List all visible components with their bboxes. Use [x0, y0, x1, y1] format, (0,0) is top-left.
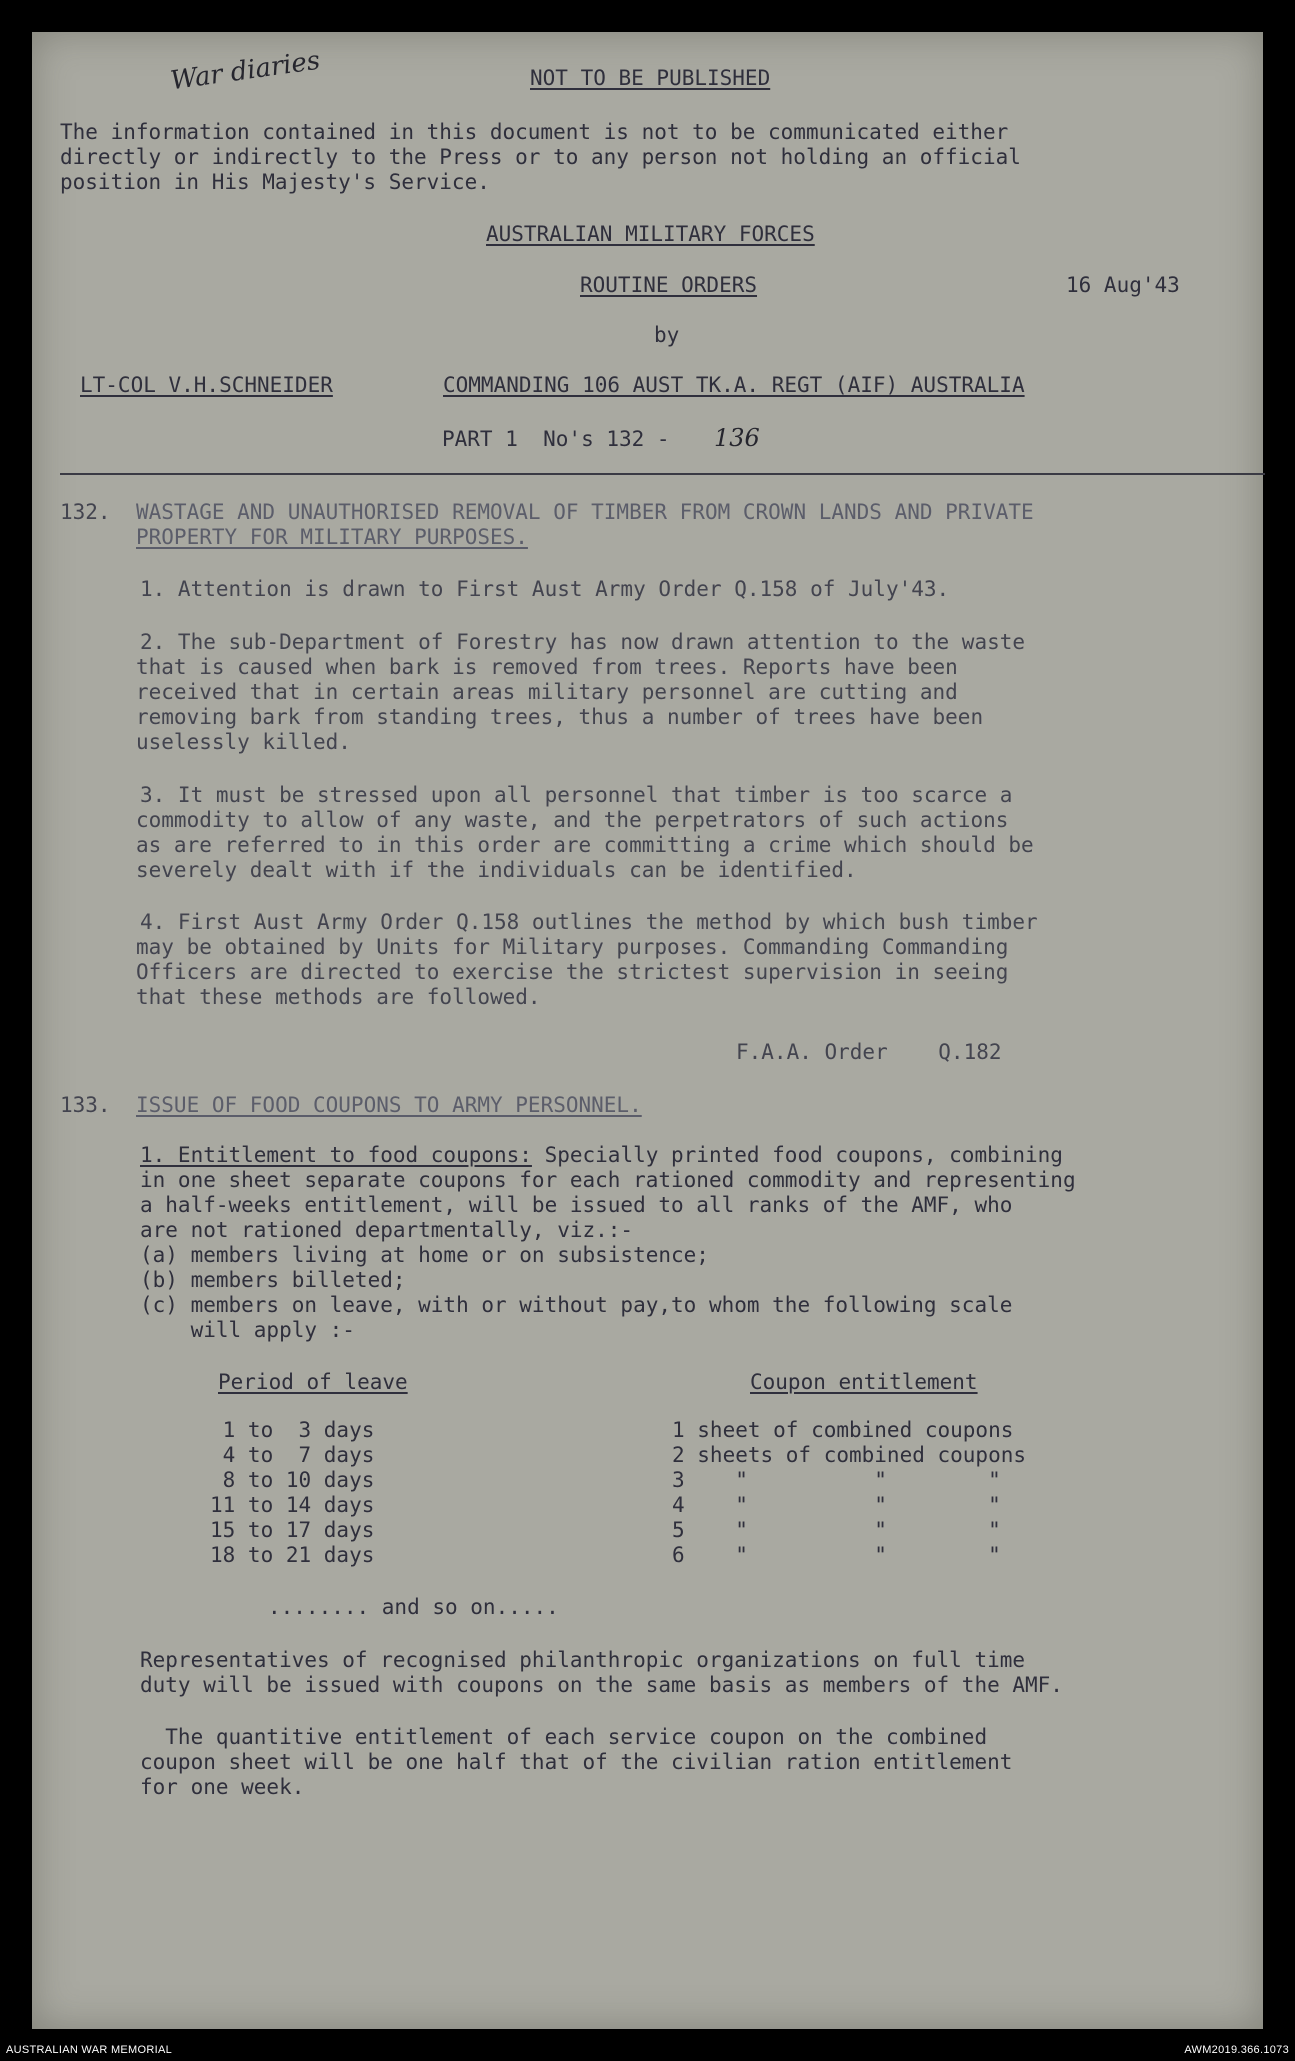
entitlement-heading: 1. Entitlement to food coupons: [140, 1143, 532, 1167]
order-132-para-4-line-1: 4. First Aust Army Order Q.158 outlines the method by which bush timber [140, 910, 1038, 934]
order-133-para-1-line-1 [140, 1143, 1063, 1168]
philanthropic-line-1: Representatives of recognised philanthropic organizations on full time [140, 1648, 1026, 1672]
quantitive-line-1: The quantitive entitlement of each service coupon on the combined [140, 1725, 988, 1749]
warning-line-1: The information contained in this document is not to be communicated either [60, 120, 1009, 144]
order-132-para-3-line-3: as are referred to in this order are committing a crime which should be [136, 833, 1034, 857]
warning-line-2: directly or indirectly to the Press or to any person not holding an official [60, 145, 1021, 169]
table-row-1-period: 1 to 3 days [210, 1418, 375, 1442]
table-row-4-period: 11 to 14 days [210, 1493, 375, 1517]
header-divider [60, 473, 1265, 475]
routine-orders-heading: ROUTINE ORDERS [580, 273, 758, 297]
order-132-para-2-line-2: that is caused when bark is removed from trees. Reports have been [136, 655, 958, 679]
order-133-item-c-cont: will apply :- [140, 1318, 355, 1342]
order-133-title: ISSUE OF FOOD COUPONS TO ARMY PERSONNEL. [136, 1093, 642, 1117]
entitlement-text: Specially printed food coupons, combining [531, 1143, 1063, 1167]
table-row-4-coupon: 4 " " " [672, 1493, 1001, 1517]
part-numbers: PART 1 No's 132 - [442, 427, 670, 451]
order-132-number: 132. [60, 500, 111, 524]
by-text: by [654, 323, 680, 347]
table-row-3-period: 8 to 10 days [210, 1468, 375, 1492]
table-row-2-coupon: 2 sheets of combined coupons [672, 1443, 1027, 1467]
order-132-reference: F.A.A. Order Q.182 [736, 1040, 1002, 1064]
table-row-3-coupon: 3 " " " [672, 1468, 1001, 1492]
order-133-para-1-line-3: a half-weeks entitlement, will be issued to all ranks of the AMF, who [140, 1193, 1013, 1217]
order-132-para-1: 1. Attention is drawn to First Aust Army Order Q.158 of July'43. [140, 577, 950, 601]
order-133-para-1-line-4: are not rationed departmentally, viz.:- [140, 1218, 634, 1242]
philanthropic-line-2: duty will be issued with coupons on the same basis as members of the AMF. [140, 1673, 1063, 1697]
table-row-6-period: 18 to 21 days [210, 1543, 375, 1567]
part-numbers-handwritten: 136 [714, 424, 760, 452]
order-133-item-a: (a) members living at home or on subsistence; [140, 1243, 709, 1267]
table-row-5-period: 15 to 17 days [210, 1518, 375, 1542]
commander-name: LT-COL V.H.SCHNEIDER [80, 373, 333, 397]
order-date: 16 Aug'43 [1066, 273, 1180, 297]
order-133-item-b: (b) members billeted; [140, 1268, 406, 1292]
order-132-title-2: PROPERTY FOR MILITARY PURPOSES. [136, 525, 528, 549]
order-132-title-1: WASTAGE AND UNAUTHORISED REMOVAL OF TIMBER FROM CROWN LANDS AND PRIVATE [136, 500, 1034, 524]
quantitive-line-3: for one week. [140, 1775, 305, 1799]
commanding-unit: COMMANDING 106 AUST TK.A. REGT (AIF) AUSTRALIA [443, 373, 1025, 397]
footer-accession: AWM2019.366.1073 [1184, 2044, 1289, 2056]
quantitive-line-2: coupon sheet will be one half that of the civilian ration entitlement [140, 1750, 1013, 1774]
order-133-para-1-line-2: in one sheet separate coupons for each rationed commodity and representing [140, 1168, 1076, 1192]
order-132-para-2-line-1: 2. The sub-Department of Forestry has now drawn attention to the waste [140, 630, 1026, 654]
order-132-para-3-line-2: commodity to allow of any waste, and the perpetrators of such actions [136, 808, 1009, 832]
table-row-1-coupon: 1 sheet of combined coupons [672, 1418, 1014, 1442]
warning-line-3: position in His Majesty's Service. [60, 170, 490, 194]
order-132-para-3-line-4: severely dealt with if the individuals can be identified. [136, 858, 857, 882]
order-132-para-2-line-4: removing bark from standing trees, thus a number of trees have been [136, 705, 984, 729]
order-133-number: 133. [60, 1093, 111, 1117]
order-133-item-c: (c) members on leave, with or without pay,to whom the following scale [140, 1293, 1013, 1317]
handwritten-annotation: War diaries [168, 45, 322, 97]
order-132-para-3-line-1: 3. It must be stressed upon all personnel that timber is too scarce a [140, 783, 1013, 807]
forces-heading: AUSTRALIAN MILITARY FORCES [486, 222, 815, 246]
table-header-coupon: Coupon entitlement [750, 1370, 978, 1394]
order-132-para-2-line-3: received that in certain areas military personnel are cutting and [136, 680, 958, 704]
table-header-period: Period of leave [218, 1370, 408, 1394]
order-132-para-4-line-2: may be obtained by Units for Military purposes. Commanding Commanding [136, 935, 1009, 959]
table-continuation: ........ and so on..... [268, 1595, 559, 1619]
table-row-2-period: 4 to 7 days [210, 1443, 375, 1467]
order-132-para-2-line-5: uselessly killed. [136, 730, 351, 754]
not-published-heading: NOT TO BE PUBLISHED [530, 66, 771, 90]
table-row-5-coupon: 5 " " " [672, 1518, 1001, 1542]
order-132-para-4-line-3: Officers are directed to exercise the strictest supervision in seeing [136, 960, 1009, 984]
order-132-para-4-line-4: that these methods are followed. [136, 985, 541, 1009]
footer-source: AUSTRALIAN WAR MEMORIAL [6, 2044, 173, 2056]
table-row-6-coupon: 6 " " " [672, 1543, 1001, 1567]
